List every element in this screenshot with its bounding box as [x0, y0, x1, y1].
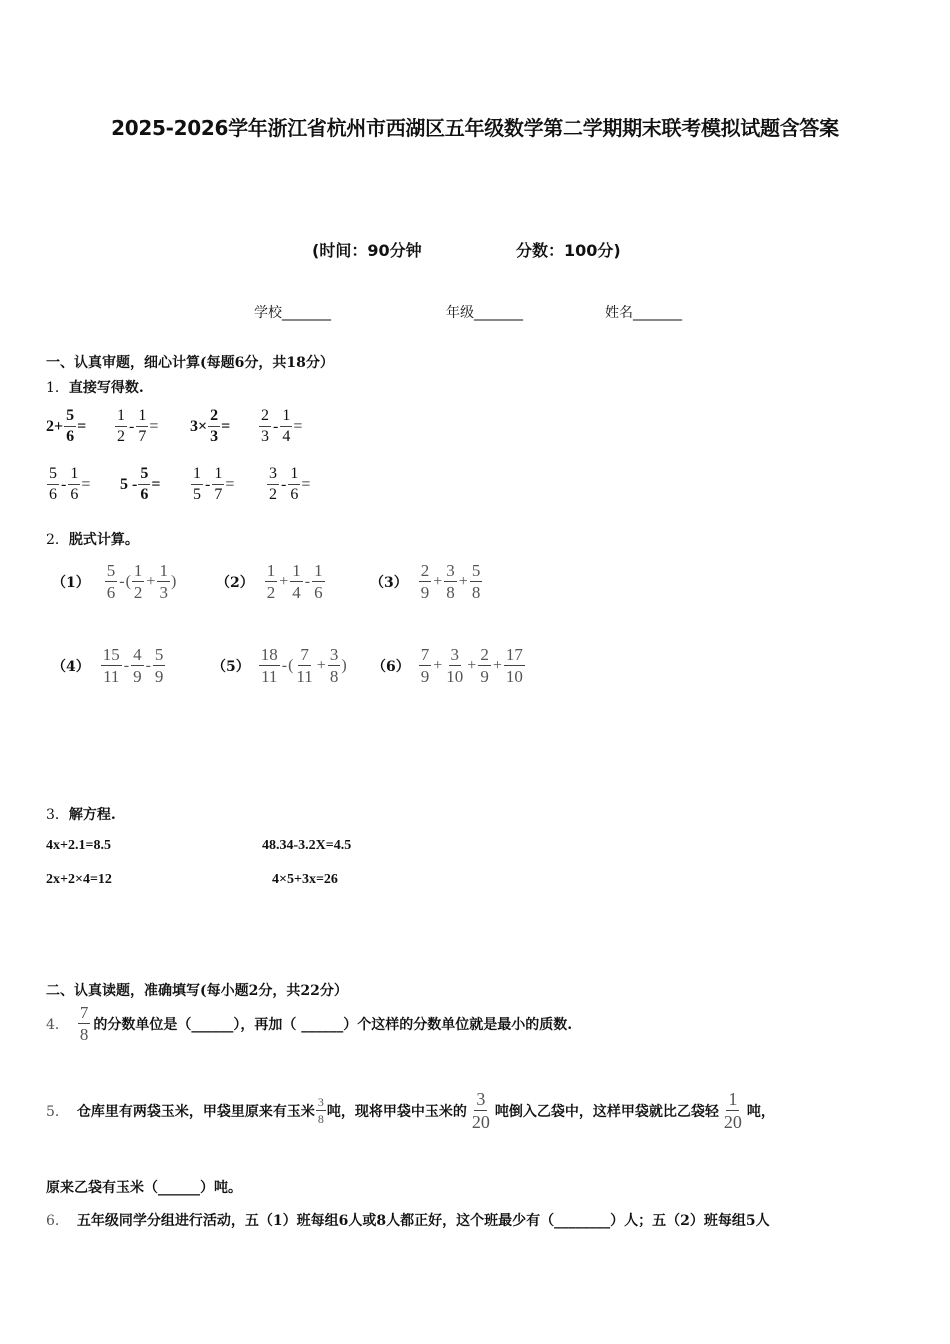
oral-calc-3: 3× $\frac{2}{3}$ = [190, 407, 231, 445]
oral-calc-2: $\frac{1}{2}$ - $\frac{1}{7}$ = [117, 407, 159, 445]
stepwise-calc-4: （4） $\frac{15}{11}$ - $\frac{4}{9}$ - $\frac{5}{9}$ [52, 645, 164, 686]
stepwise-calc-3: （3） $\frac{2}{9}$ + $\frac{3}{8}$ + $\frac{5}{8}$ [370, 561, 481, 602]
equation-1: 4x+2.1=8.5 [46, 838, 111, 853]
question-3 [46, 804, 116, 824]
fraction: $\frac{3}{8}$ [317, 1095, 324, 1126]
equation-4: 4×5+3x=26 [272, 872, 338, 887]
stepwise-calc-2: （2） $\frac{1}{2}$ + $\frac{1}{4}$ - $\frac{1}{6}$ [216, 561, 323, 602]
question-number: 1． [46, 380, 69, 396]
question-5-continued: 原来乙袋有玉米（______）吨。 [46, 1180, 242, 1196]
question-4 [46, 1004, 572, 1043]
question-number: 3． [46, 807, 69, 823]
equation-2: 48.34-3.2X=4.5 [262, 838, 352, 853]
question-text: 脱式计算。 [68, 532, 139, 548]
question-text: 的分数单位是（______），再加（ ______）个这样的分数单位就是最小的质数. [93, 1016, 573, 1033]
oral-calc-6: 5 - $\frac{5}{6}$ = [120, 465, 161, 503]
document-title: 2025-2026学年浙江省杭州市西湖区五年级数学第二学期期末联考模拟试题含答案 [111, 116, 839, 140]
question-text: 直接写得数. [68, 380, 144, 396]
fraction: $\frac{7}{8}$ [79, 1003, 89, 1044]
oral-calc-5: $\frac{5}{6}$ - $\frac{1}{6}$ = [49, 465, 91, 503]
question-6 [46, 1210, 770, 1230]
grade-field: 年级_______ [446, 305, 523, 321]
oral-calc-8: $\frac{3}{2}$ - $\frac{1}{6}$ = [269, 465, 311, 503]
question-5: 5． 仓库里有两袋玉米，甲袋里原来有玉米 $\frac{3}{8}$ 吨，现将甲袋中玉米的 $\frac{3}{20}$ 吨倒入乙袋中，这样甲袋就比乙袋轻 $\frac{1}{20}$ 吨， [46, 1089, 775, 1132]
school-field: 学校_______ [254, 305, 331, 321]
oral-calc-4: $\frac{2}{3}$ - $\frac{1}{4}$ = [261, 407, 303, 445]
question-number: 6． [46, 1213, 69, 1229]
stepwise-calc-6: （6） $\frac{7}{9}$ + $\frac{3}{10}$ + $\frac{2}{9}$ + $\frac{17}{10}$ [372, 645, 523, 686]
question-text: 解方程. [68, 807, 116, 823]
question-number: 5． [46, 1103, 69, 1120]
exam-time: (时间：90分钟 [312, 241, 422, 260]
stepwise-calc-5: （5） $\frac{18}{11}$ - ( $\frac{7}{11}$ + $\frac{3}{8}$ ) [212, 645, 347, 686]
oral-calc-7: $\frac{1}{5}$ - $\frac{1}{7}$ = [193, 465, 235, 503]
equation-3: 2x+2×4=12 [46, 872, 112, 887]
question-number: 4． [46, 1016, 69, 1033]
oral-calc-1: 2+ $\frac{5}{6}$ = [46, 407, 87, 445]
question-number: 2． [46, 532, 69, 548]
question-2 [46, 529, 139, 549]
question-1 [46, 377, 144, 397]
section2-heading: 二、认真读题，准确填写(每小题2分，共22分） [46, 983, 348, 999]
stepwise-calc-1: （1） $\frac{5}{6}$ - ( $\frac{1}{2}$ + $\frac{1}{3}$ ) [52, 561, 177, 602]
fraction: $\frac{1}{20}$ [723, 1089, 742, 1132]
fraction: $\frac{3}{20}$ [471, 1089, 490, 1132]
section1-heading: 一、认真审题，细心计算(每题6分，共18分） [46, 355, 334, 371]
exam-score: 分数：100分) [516, 241, 621, 260]
name-field: 姓名_______ [605, 305, 682, 321]
question-text: 五年级同学分组进行活动，五（1）班每组6人或8人都正好，这个班最少有（________）人；五（2）班每组5人 [76, 1213, 770, 1229]
